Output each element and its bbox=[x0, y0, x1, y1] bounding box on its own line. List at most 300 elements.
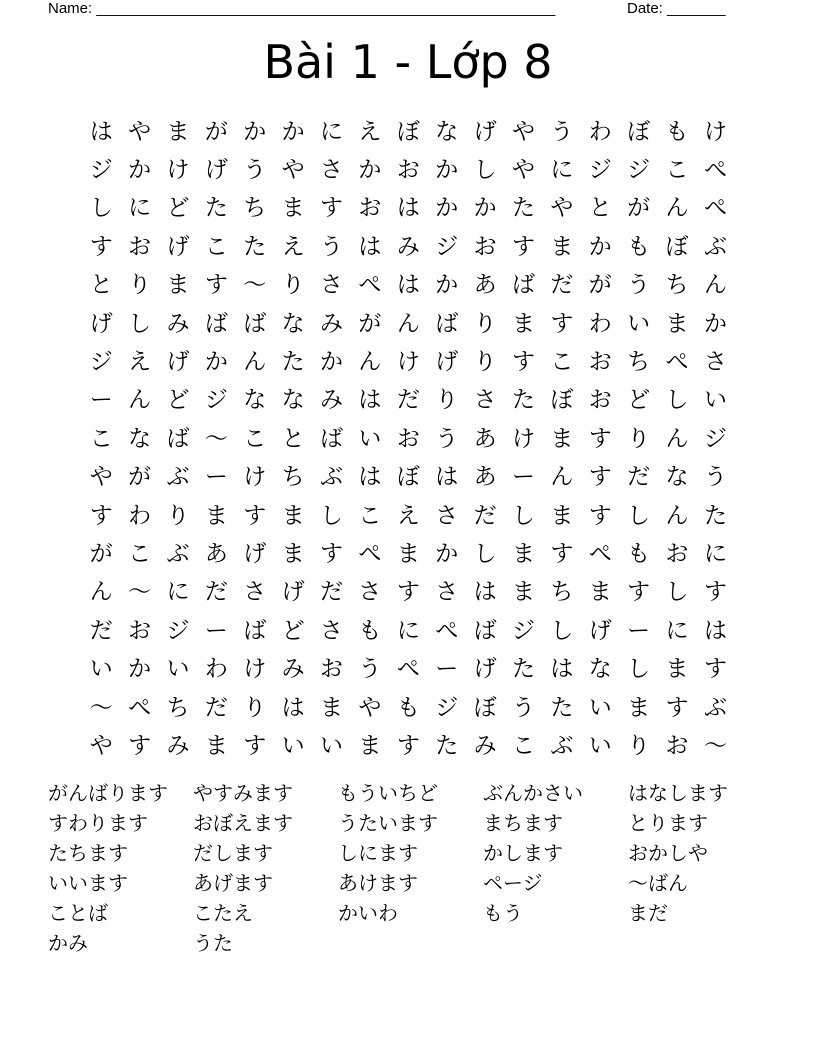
date-field-line: Date: _______ bbox=[627, 0, 726, 17]
grid-cell: 〜 bbox=[89, 694, 113, 721]
grid-cell: し bbox=[89, 195, 113, 222]
grid-cell: ま bbox=[204, 502, 228, 529]
grid-cell: ん bbox=[396, 310, 420, 337]
grid-cell: か bbox=[435, 272, 459, 299]
grid-cell: い bbox=[166, 656, 190, 683]
grid-cell: し bbox=[627, 656, 651, 683]
grid-cell: う bbox=[550, 118, 574, 145]
grid-cell: ま bbox=[166, 118, 190, 145]
grid-cell: ち bbox=[166, 694, 190, 721]
grid-cell: す bbox=[320, 540, 344, 567]
grid-cell: う bbox=[511, 694, 535, 721]
grid-cell: げ bbox=[473, 118, 497, 145]
grid-cell: ま bbox=[550, 233, 574, 260]
grid-cell: ん bbox=[128, 387, 152, 414]
grid-cell: ま bbox=[511, 310, 535, 337]
grid-cell: ば bbox=[243, 310, 267, 337]
grid-cell: や bbox=[511, 157, 535, 184]
grid-cell: ジ bbox=[435, 694, 459, 721]
grid-cell: お bbox=[588, 387, 612, 414]
grid-cell: あ bbox=[204, 540, 228, 567]
grid-cell: ー bbox=[204, 464, 228, 491]
grid-cell: ジ bbox=[588, 157, 612, 184]
grid-cell: り bbox=[243, 694, 267, 721]
grid-cell: ぺ bbox=[588, 540, 612, 567]
grid-cell: こ bbox=[89, 425, 113, 452]
grid-cell: に bbox=[550, 157, 574, 184]
word-list-item: だします bbox=[193, 841, 273, 865]
grid-cell: お bbox=[665, 732, 689, 759]
grid-cell: は bbox=[396, 272, 420, 299]
grid-cell: み bbox=[320, 387, 344, 414]
word-list-item: あけます bbox=[338, 871, 418, 895]
grid-cell: わ bbox=[588, 310, 612, 337]
grid-cell: ー bbox=[89, 387, 113, 414]
grid-cell: ま bbox=[665, 310, 689, 337]
grid-cell: さ bbox=[320, 272, 344, 299]
grid-cell: う bbox=[703, 464, 727, 491]
word-list-item: しにます bbox=[338, 841, 418, 865]
grid-cell: す bbox=[89, 233, 113, 260]
grid-cell: み bbox=[281, 656, 305, 683]
grid-cell: け bbox=[243, 464, 267, 491]
grid-cell: す bbox=[703, 579, 727, 606]
grid-cell: お bbox=[128, 233, 152, 260]
grid-cell: ぼ bbox=[473, 694, 497, 721]
word-list-item: かいわ bbox=[338, 901, 398, 925]
word-list-item: がんばります bbox=[48, 781, 168, 805]
grid-cell: ま bbox=[281, 502, 305, 529]
grid-cell: ん bbox=[665, 502, 689, 529]
grid-cell: お bbox=[473, 233, 497, 260]
grid-cell: お bbox=[358, 195, 382, 222]
grid-cell: け bbox=[703, 118, 727, 145]
grid-cell: か bbox=[435, 157, 459, 184]
grid-cell: と bbox=[281, 425, 305, 452]
word-list-item: もう bbox=[483, 901, 523, 925]
grid-cell: し bbox=[550, 617, 574, 644]
grid-cell: り bbox=[281, 272, 305, 299]
grid-cell: お bbox=[396, 425, 420, 452]
grid-cell: い bbox=[588, 694, 612, 721]
grid-cell: う bbox=[358, 656, 382, 683]
grid-cell: す bbox=[588, 502, 612, 529]
grid-cell: お bbox=[396, 157, 420, 184]
grid-cell: こ bbox=[243, 425, 267, 452]
grid-cell: み bbox=[166, 310, 190, 337]
grid-cell: た bbox=[703, 502, 727, 529]
grid-cell: え bbox=[128, 349, 152, 376]
grid-cell: ー bbox=[435, 656, 459, 683]
grid-cell: し bbox=[511, 502, 535, 529]
word-list-item: 〜ばん bbox=[628, 871, 688, 895]
grid-cell: ぺ bbox=[128, 694, 152, 721]
grid-cell: が bbox=[89, 540, 113, 567]
grid-cell: や bbox=[358, 694, 382, 721]
grid-cell: あ bbox=[473, 272, 497, 299]
grid-cell: ジ bbox=[204, 387, 228, 414]
grid-cell: ば bbox=[166, 425, 190, 452]
grid-cell: が bbox=[358, 310, 382, 337]
grid-cell: だ bbox=[396, 387, 420, 414]
grid-cell: み bbox=[473, 732, 497, 759]
grid-cell: ぼ bbox=[665, 233, 689, 260]
grid-cell: え bbox=[396, 502, 420, 529]
grid-cell: ま bbox=[281, 540, 305, 567]
grid-cell: す bbox=[243, 732, 267, 759]
grid-cell: や bbox=[128, 118, 152, 145]
grid-cell: す bbox=[243, 502, 267, 529]
grid-cell: や bbox=[89, 464, 113, 491]
grid-cell: ぺ bbox=[435, 617, 459, 644]
grid-cell: え bbox=[358, 118, 382, 145]
grid-cell: え bbox=[281, 233, 305, 260]
grid-cell: ぼ bbox=[396, 464, 420, 491]
grid-cell: う bbox=[320, 233, 344, 260]
word-list-item: とります bbox=[628, 811, 708, 835]
grid-cell: や bbox=[281, 157, 305, 184]
grid-cell: は bbox=[89, 118, 113, 145]
grid-cell: か bbox=[358, 157, 382, 184]
word-list-item: こたえ bbox=[193, 901, 253, 925]
grid-cell: ま bbox=[511, 540, 535, 567]
grid-cell: わ bbox=[204, 656, 228, 683]
word-list-item: あげます bbox=[193, 871, 273, 895]
grid-cell: ば bbox=[204, 310, 228, 337]
grid-cell: う bbox=[243, 157, 267, 184]
grid-cell: さ bbox=[243, 579, 267, 606]
grid-cell: も bbox=[627, 233, 651, 260]
grid-cell: は bbox=[473, 579, 497, 606]
grid-cell: に bbox=[703, 540, 727, 567]
grid-cell: し bbox=[473, 540, 497, 567]
grid-cell: ち bbox=[665, 272, 689, 299]
grid-cell: り bbox=[166, 502, 190, 529]
grid-cell: ぺ bbox=[358, 272, 382, 299]
grid-cell: ー bbox=[204, 617, 228, 644]
word-list-item: かします bbox=[483, 841, 563, 865]
grid-cell: し bbox=[665, 387, 689, 414]
grid-cell: 〜 bbox=[204, 425, 228, 452]
grid-cell: す bbox=[320, 195, 344, 222]
word-list-item: ぶんかさい bbox=[483, 781, 583, 805]
grid-cell: わ bbox=[588, 118, 612, 145]
grid-cell: げ bbox=[473, 656, 497, 683]
grid-cell: す bbox=[396, 732, 420, 759]
grid-cell: す bbox=[665, 694, 689, 721]
grid-cell: け bbox=[396, 349, 420, 376]
grid-cell: ば bbox=[473, 617, 497, 644]
grid-cell: た bbox=[204, 195, 228, 222]
grid-cell: も bbox=[358, 617, 382, 644]
grid-cell: ば bbox=[320, 425, 344, 452]
grid-cell: は bbox=[358, 464, 382, 491]
grid-cell: い bbox=[320, 732, 344, 759]
grid-cell: に bbox=[320, 118, 344, 145]
grid-cell: ち bbox=[281, 464, 305, 491]
grid-cell: だ bbox=[473, 502, 497, 529]
grid-cell: り bbox=[627, 732, 651, 759]
grid-cell: た bbox=[243, 233, 267, 260]
grid-cell: は bbox=[703, 617, 727, 644]
grid-cell: い bbox=[588, 732, 612, 759]
grid-cell: り bbox=[627, 425, 651, 452]
grid-cell: も bbox=[665, 118, 689, 145]
grid-cell: す bbox=[128, 732, 152, 759]
grid-cell: ん bbox=[665, 425, 689, 452]
grid-cell: や bbox=[89, 732, 113, 759]
word-list-item: ページ bbox=[483, 871, 543, 895]
grid-cell: り bbox=[473, 310, 497, 337]
grid-cell: も bbox=[396, 694, 420, 721]
grid-cell: す bbox=[511, 349, 535, 376]
grid-cell: か bbox=[588, 233, 612, 260]
grid-cell: け bbox=[511, 425, 535, 452]
grid-cell: ま bbox=[550, 425, 574, 452]
grid-cell: た bbox=[550, 694, 574, 721]
word-list-item: うた bbox=[193, 931, 233, 955]
grid-cell: な bbox=[281, 387, 305, 414]
page-title: Bài 1 - Lớp 8 bbox=[263, 35, 553, 89]
grid-cell: に bbox=[128, 195, 152, 222]
grid-cell: ば bbox=[435, 310, 459, 337]
grid-cell: ま bbox=[588, 579, 612, 606]
grid-cell: わ bbox=[128, 502, 152, 529]
grid-cell: い bbox=[703, 387, 727, 414]
grid-cell: す bbox=[588, 464, 612, 491]
word-list-item: いいます bbox=[48, 871, 128, 895]
grid-cell: か bbox=[128, 656, 152, 683]
grid-cell: ー bbox=[627, 617, 651, 644]
grid-cell: は bbox=[358, 233, 382, 260]
grid-cell: す bbox=[550, 540, 574, 567]
grid-cell: ジ bbox=[89, 349, 113, 376]
grid-cell: ど bbox=[166, 195, 190, 222]
grid-cell: さ bbox=[435, 502, 459, 529]
grid-cell: ぼ bbox=[396, 118, 420, 145]
grid-cell: ま bbox=[627, 694, 651, 721]
grid-cell: げ bbox=[204, 157, 228, 184]
word-list-item: かみ bbox=[48, 931, 88, 955]
grid-cell: げ bbox=[89, 310, 113, 337]
word-search-grid bbox=[82, 110, 735, 763]
grid-cell: な bbox=[281, 310, 305, 337]
grid-cell: は bbox=[396, 195, 420, 222]
grid-cell: な bbox=[128, 425, 152, 452]
grid-cell: お bbox=[665, 540, 689, 567]
grid-cell: だ bbox=[204, 694, 228, 721]
grid-cell: ぶ bbox=[166, 464, 190, 491]
grid-cell: り bbox=[435, 387, 459, 414]
word-list bbox=[48, 778, 773, 958]
grid-cell: か bbox=[435, 195, 459, 222]
grid-cell: な bbox=[665, 464, 689, 491]
grid-cell: に bbox=[665, 617, 689, 644]
grid-cell: だ bbox=[627, 464, 651, 491]
grid-cell: し bbox=[627, 502, 651, 529]
grid-cell: い bbox=[89, 656, 113, 683]
grid-cell: か bbox=[281, 118, 305, 145]
grid-cell: ぶ bbox=[550, 732, 574, 759]
grid-cell: お bbox=[128, 617, 152, 644]
grid-cell: ち bbox=[627, 349, 651, 376]
grid-cell: ん bbox=[550, 464, 574, 491]
word-list-item: はなします bbox=[628, 781, 728, 805]
grid-cell: さ bbox=[473, 387, 497, 414]
grid-cell: い bbox=[627, 310, 651, 337]
grid-cell: ジ bbox=[703, 425, 727, 452]
grid-cell: ぺ bbox=[703, 157, 727, 184]
grid-cell: ジ bbox=[627, 157, 651, 184]
grid-cell: ぺ bbox=[358, 540, 382, 567]
grid-cell: ぺ bbox=[665, 349, 689, 376]
grid-cell: さ bbox=[703, 349, 727, 376]
grid-cell: は bbox=[435, 464, 459, 491]
grid-cell: か bbox=[204, 349, 228, 376]
grid-cell: と bbox=[588, 195, 612, 222]
grid-cell: げ bbox=[588, 617, 612, 644]
word-list-item: もういちど bbox=[338, 781, 438, 805]
grid-cell: す bbox=[703, 656, 727, 683]
grid-cell: 〜 bbox=[703, 732, 727, 759]
grid-cell: み bbox=[166, 732, 190, 759]
grid-cell: ジ bbox=[435, 233, 459, 260]
grid-cell: ど bbox=[281, 617, 305, 644]
grid-cell: う bbox=[627, 272, 651, 299]
grid-cell: ど bbox=[627, 387, 651, 414]
grid-cell: 〜 bbox=[128, 579, 152, 606]
grid-cell: な bbox=[243, 387, 267, 414]
grid-cell: か bbox=[473, 195, 497, 222]
grid-cell: さ bbox=[320, 617, 344, 644]
grid-cell: に bbox=[166, 579, 190, 606]
word-list-item: まちます bbox=[483, 811, 563, 835]
grid-cell: す bbox=[588, 425, 612, 452]
grid-cell: ま bbox=[358, 732, 382, 759]
grid-cell: に bbox=[396, 617, 420, 644]
grid-cell: が bbox=[588, 272, 612, 299]
grid-cell: け bbox=[166, 157, 190, 184]
grid-cell: ま bbox=[281, 195, 305, 222]
grid-cell: し bbox=[320, 502, 344, 529]
grid-cell: げ bbox=[281, 579, 305, 606]
grid-cell: ジ bbox=[511, 617, 535, 644]
grid-cell: ぺ bbox=[396, 656, 420, 683]
grid-cell: す bbox=[627, 579, 651, 606]
grid-cell: ぶ bbox=[320, 464, 344, 491]
word-list-item: うたいます bbox=[338, 811, 438, 835]
grid-cell: も bbox=[627, 540, 651, 567]
grid-cell: ま bbox=[320, 694, 344, 721]
grid-cell: ん bbox=[665, 195, 689, 222]
grid-cell: ん bbox=[703, 272, 727, 299]
grid-cell: ん bbox=[243, 349, 267, 376]
grid-cell: り bbox=[473, 349, 497, 376]
grid-cell: げ bbox=[166, 349, 190, 376]
word-list-item: おかしや bbox=[628, 841, 708, 865]
grid-cell: ま bbox=[166, 272, 190, 299]
grid-cell: ぼ bbox=[550, 387, 574, 414]
grid-cell: こ bbox=[204, 233, 228, 260]
grid-cell: か bbox=[320, 349, 344, 376]
grid-cell: た bbox=[435, 732, 459, 759]
grid-cell: か bbox=[243, 118, 267, 145]
grid-cell: す bbox=[511, 233, 535, 260]
grid-cell: ん bbox=[358, 349, 382, 376]
grid-cell: だ bbox=[320, 579, 344, 606]
grid-cell: し bbox=[665, 579, 689, 606]
grid-cell: や bbox=[511, 118, 535, 145]
grid-cell: こ bbox=[358, 502, 382, 529]
grid-cell: だ bbox=[89, 617, 113, 644]
grid-cell: た bbox=[511, 387, 535, 414]
grid-cell: す bbox=[204, 272, 228, 299]
grid-cell: ま bbox=[396, 540, 420, 567]
grid-cell: げ bbox=[435, 349, 459, 376]
grid-cell: げ bbox=[166, 233, 190, 260]
grid-cell: こ bbox=[128, 540, 152, 567]
grid-cell: さ bbox=[320, 157, 344, 184]
grid-cell: ぶ bbox=[166, 540, 190, 567]
grid-cell: か bbox=[703, 310, 727, 337]
grid-cell: り bbox=[128, 272, 152, 299]
grid-cell: ば bbox=[243, 617, 267, 644]
grid-cell: ち bbox=[550, 579, 574, 606]
grid-cell: ば bbox=[511, 272, 535, 299]
grid-cell: あ bbox=[473, 425, 497, 452]
grid-cell: げ bbox=[243, 540, 267, 567]
name-field-line: Name: _______________________________________________________ bbox=[48, 0, 556, 17]
grid-cell: ん bbox=[89, 579, 113, 606]
grid-cell: し bbox=[128, 310, 152, 337]
grid-cell: か bbox=[128, 157, 152, 184]
grid-cell: は bbox=[281, 694, 305, 721]
word-list-item: たちます bbox=[48, 841, 128, 865]
grid-cell: が bbox=[627, 195, 651, 222]
grid-cell: さ bbox=[435, 579, 459, 606]
grid-cell: は bbox=[550, 656, 574, 683]
grid-cell: と bbox=[89, 272, 113, 299]
grid-cell: ま bbox=[550, 502, 574, 529]
grid-cell: ジ bbox=[166, 617, 190, 644]
grid-cell: す bbox=[550, 310, 574, 337]
grid-cell: ま bbox=[511, 579, 535, 606]
grid-cell: ぼ bbox=[627, 118, 651, 145]
grid-cell: た bbox=[511, 195, 535, 222]
grid-cell: 〜 bbox=[243, 272, 267, 299]
word-list-item: ことば bbox=[48, 901, 108, 925]
grid-cell: こ bbox=[511, 732, 535, 759]
grid-cell: す bbox=[89, 502, 113, 529]
grid-cell: か bbox=[435, 540, 459, 567]
grid-cell: い bbox=[358, 425, 382, 452]
grid-cell: し bbox=[473, 157, 497, 184]
grid-cell: ー bbox=[511, 464, 535, 491]
grid-cell: や bbox=[550, 195, 574, 222]
grid-cell: ま bbox=[665, 656, 689, 683]
grid-cell: ち bbox=[243, 195, 267, 222]
grid-cell: が bbox=[128, 464, 152, 491]
grid-cell: な bbox=[435, 118, 459, 145]
grid-cell: ジ bbox=[89, 157, 113, 184]
grid-cell: こ bbox=[665, 157, 689, 184]
grid-cell: う bbox=[435, 425, 459, 452]
grid-cell: み bbox=[396, 233, 420, 260]
grid-cell: た bbox=[511, 656, 535, 683]
grid-cell: す bbox=[396, 579, 420, 606]
grid-cell: お bbox=[320, 656, 344, 683]
grid-cell: い bbox=[281, 732, 305, 759]
